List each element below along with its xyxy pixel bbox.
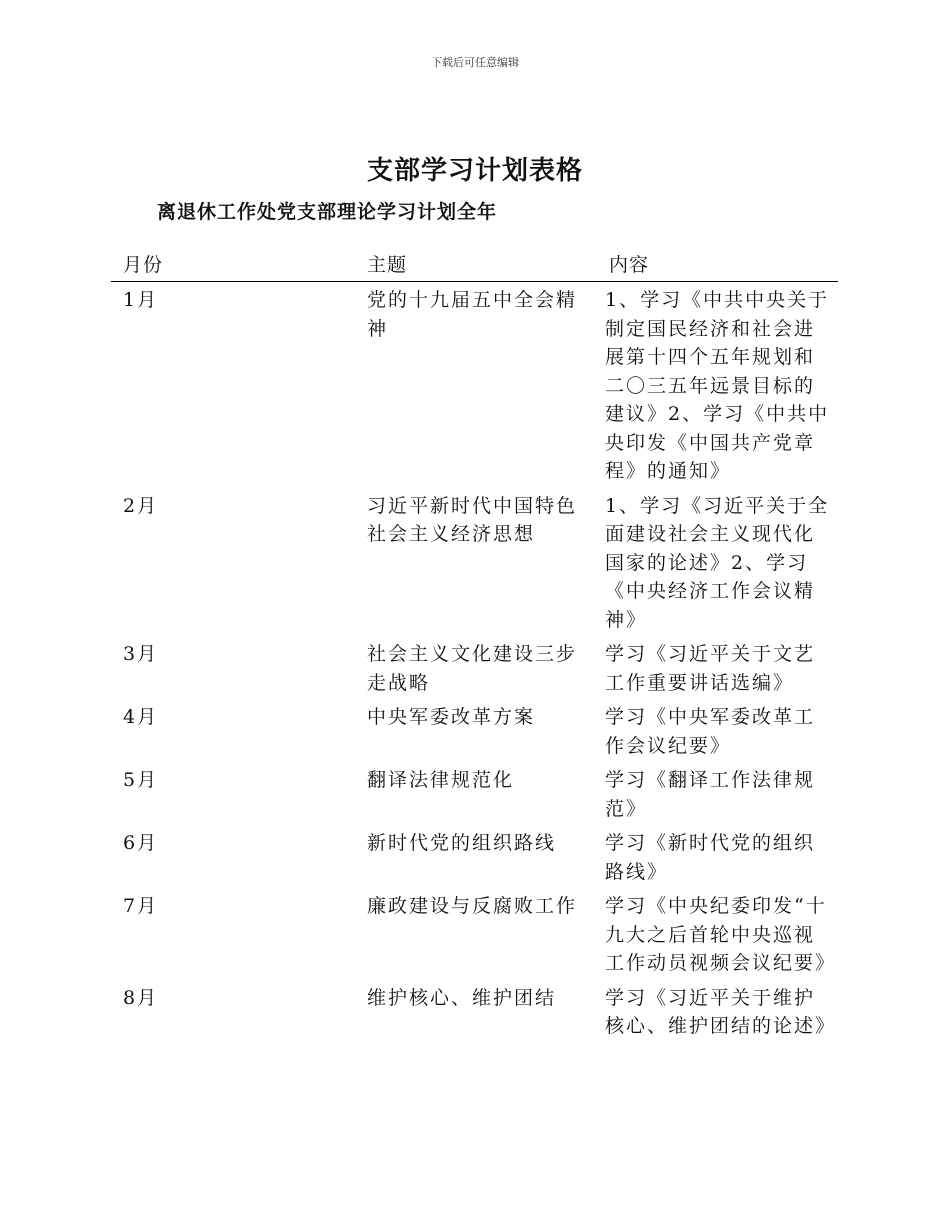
- content-cell: 学习《中央纪委印发“十九大之后首轮中央巡视工作动员视频会议纪要》: [605, 895, 837, 974]
- month-cell: 2月: [123, 494, 159, 517]
- month-cell: 1月: [123, 289, 159, 311]
- month-cell: 3月: [123, 643, 159, 665]
- content-cell: 学习《翻译工作法律规范》: [605, 769, 816, 820]
- topic-cell: 维护核心、维护团结: [367, 986, 557, 1009]
- table-row: [111, 699, 838, 762]
- table-row: [111, 488, 838, 637]
- table-row: [111, 282, 838, 488]
- table-row: [111, 636, 838, 699]
- content-cell: 1、学习《习近平关于全面建设社会主义现代化国家的论述》2、学习《中央经济工作会议精神》: [605, 494, 830, 631]
- table-row: [111, 825, 838, 888]
- column-header-month: 月份: [111, 250, 355, 282]
- content-cell: 学习《习近平关于维护核心、维护团结的论述》: [605, 986, 837, 1037]
- table-row: [111, 980, 838, 1043]
- content-cell: 1、学习《中共中央关于制定国民经济和社会进展第十四个五年规划和二〇三五年远景目标的建议》2、学习《中共中央印发《中国共产党章程》的通知》: [605, 289, 830, 482]
- document-title: 支部学习计划表格: [366, 156, 583, 186]
- topic-cell: 翻译法律规范化: [367, 769, 515, 791]
- topic-cell: 习近平新时代中国特色社会主义经济思想: [367, 494, 578, 545]
- study-plan-table: [111, 250, 838, 1043]
- month-cell: 4月: [123, 706, 159, 728]
- month-cell: 6月: [123, 832, 159, 854]
- month-cell: 8月: [123, 986, 159, 1009]
- table-row: [111, 888, 838, 980]
- document-subtitle: 离退休工作处党支部理论学习计划全年: [157, 201, 498, 223]
- topic-cell: 党的十九届五中全会精神: [367, 289, 578, 340]
- month-cell: 7月: [123, 895, 159, 917]
- table-header-row: [111, 250, 838, 282]
- page-header-note: 下载后可任意编辑: [431, 56, 519, 69]
- column-header-content: 内容: [597, 250, 838, 282]
- content-cell: 学习《中央军委改革工作会议纪要》: [605, 706, 816, 757]
- topic-cell: 中央军委改革方案: [367, 706, 536, 728]
- content-cell: 学习《新时代党的组织路线》: [605, 832, 816, 883]
- column-header-topic: 主题: [355, 250, 597, 282]
- topic-cell: 新时代党的组织路线: [367, 832, 557, 854]
- topic-cell: 廉政建设与反腐败工作: [367, 895, 578, 917]
- table-row: [111, 762, 838, 825]
- month-cell: 5月: [123, 769, 159, 791]
- content-cell: 学习《习近平关于文艺工作重要讲话选编》: [605, 643, 816, 694]
- topic-cell: 社会主义文化建设三步走战略: [367, 643, 578, 694]
